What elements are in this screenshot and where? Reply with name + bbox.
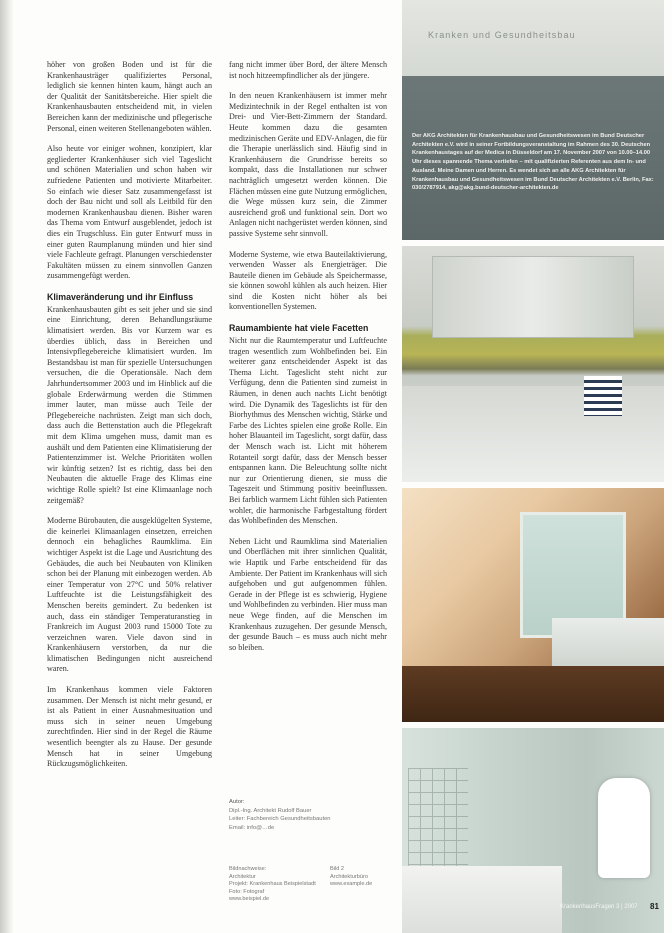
bathrobe — [598, 778, 650, 878]
bath-with-robe-photo — [402, 728, 664, 933]
striped-towel — [584, 376, 622, 416]
page-number: 81 — [650, 902, 659, 911]
footnote-line: Architektur — [229, 873, 256, 880]
patient-room-photo — [402, 488, 664, 722]
info-box-title: Kranken und Gesundheitsbau — [428, 30, 576, 40]
footnote-line: Architekturbüro — [330, 873, 368, 880]
page-gutter-shadow — [0, 0, 14, 933]
body-paragraph: Moderne Bürobauten, die ausgeklügelten Systeme, die keinerlei Klimaanlagen einsetzen, erreichen dennoch ein behagliches Raumklima. Ein wichtiger Aspekt ist die Lage und Ausrichtung des Gebäudes, die auch bei Neubauten von Kliniken schon bei der Planung mit einbezogen werden. Ab einer Temperatur von 27°C und 50% relativer Luftfeuchte ist die Leistungsfähigkeit des Menschen bereits gemindert. Zu bedenken ist auch, dass ein ständiger Temperaturanstieg in Frankreich im August 2003 rund 15000 Tote zu verzeichnen waren. Viele davon sind in Krankenhäusern verstorben, da nur die klimatischen Bedingungen nicht ausreichend waren. — [47, 516, 212, 674]
bathroom-photo — [402, 246, 664, 482]
mirror — [432, 256, 634, 338]
footnote-line: Bildnachweise: — [229, 866, 267, 872]
info-box-header — [402, 0, 664, 76]
body-paragraph: höher von großen Boden und ist für die Krankenhausträger qualifiziertes Personal, lediglich sie kennen hinten kaum, hängt auch an der Qualität der Sanitätsbereiche. Hier spielt die Krankenhausbauten entscheidend mit, in vielen Bereichen kann der medizinische und pflegerische Personal, einen weiteren Stellenangeboten wählen. — [47, 60, 212, 133]
body-paragraph: Krankenhausbauten gibt es seit jeher und sie sind eine Einrichtung, deren Behandlungsräume klimatisiert werden. Bis vor Kurzem war es überdies üblich, dass in Bereichen und Intensivpflegebereiche klimatisiert wurden. Im Bestandsbau ist man für spezielle Untersuchungen versuchen, die die Operationsäle. Nach dem Jahrhundertsommer 2003 und im Hinblick auf die globale Erderwärmung werden die Stimmen immer lauter, man müsse auch Teile der Pflegebereiche nachrüsten. Zeigt man sich doch, dass auch die Bettenstation auch die Pflegekraft mit dem Klima umgehen muss, damit man es aushält und dem Patienten eine Klimatisierung der Patientenzimmer ist. Welche Prioritäten wollen wir künftig setzen? Ist es richtig, dass bei den Neubauten die aktuelle Frage des Klimas eine wichtige Rolle spielt? Ist eine Klimaanlage noch zeitgemäß? — [47, 304, 212, 505]
image-credits-right — [330, 866, 390, 889]
footnote-line: Projekt: Krankenhaus Beispielstadt — [229, 881, 316, 888]
magazine-folio: KrankenhausFragen 3 | 2007 — [560, 904, 638, 910]
credit-line: Dipl.-Ing. Architekt Rudolf Bauer — [229, 807, 312, 814]
body-paragraph: In den neuen Krankenhäusern ist immer mehr Medizintechnik in der Regel enthalten ist von Drei- und Vier-Bett-Zimmern der Standard. Heute kommen dazu die gesamten medizinischen Geräte und EDV-Anlagen, die für die Therapie unerlässlich sind. Häufig sind in Krankenhäusern die Grundrisse bereits so kompakt, dass die Installationen nur schwer nachträglich umgesetzt werden können. Die Flächen müssen eine gute Nutzung ermöglichen, die Wege müssen kurz sein, die Zimmer ausreichend groß und funktional sein. Dort wo Anlagen nicht nachgerüstet werden können, sind passive Systeme sehr sinnvoll. — [229, 91, 387, 238]
info-box-text: Der AKG Architekten für Krankenhausbau und Gesundheitswesen im Bund Deutscher Architekten e.V. wird in seiner Fortbildungsveranstaltung im Rahmen des 30. Deutschen Krankenhaustages auf der Medica in Düsseldorf am 17. November 2007 von 10.00–14.00 Uhr dieses spannende Thema vertiefen – mit qualifizierten Referenten aus dem In- und Ausland. Meine Damen und Herren. Es wendet sich an alle AKG Architekten für Krankenhausbau und Gesundheitswesen im Bund Deutscher Architekten e.V. Berlin, Fax: 030/2787914, akg@akg.bund-deutscher-architekten.de — [412, 133, 654, 192]
section-heading-raumambiente: Raumambiente hat viele Facetten — [229, 323, 369, 334]
body-paragraph: Moderne Systeme, wie etwa Bauteilaktivierung, verwenden Wasser als Energieträger. Die Bauteile dienen im Gebäude als Speichermasse, sie können sowohl kühlen als auch heizen. Hier sind die Kosten nicht höher als bei konventionellen Systemen. — [229, 249, 387, 312]
bathtub — [402, 866, 562, 933]
hospital-bed — [552, 618, 664, 668]
footnote-line: Bild 2 — [330, 866, 344, 872]
left-text-column — [47, 60, 212, 780]
tile-wall — [408, 768, 468, 868]
vanity-cabinet — [402, 386, 664, 482]
footnote-line: www.beispiel.de — [229, 896, 270, 903]
footnote-line: Foto: Fotograf — [229, 888, 265, 895]
section-heading-klima: Klimaveränderung und ihr Einfluss — [47, 291, 194, 302]
event-info-box — [402, 0, 664, 240]
middle-text-column — [229, 60, 387, 663]
image-credits-left — [229, 866, 329, 904]
credit-email: Email: info@…de — [229, 824, 275, 831]
wood-floor — [402, 666, 664, 722]
credit-line: Autor: — [229, 799, 245, 805]
author-credits — [229, 798, 387, 832]
body-paragraph: Nicht nur die Raumtemperatur und Luftfeuchte tragen wesentlich zum Wohlbefinden bei. Ein weiterer ganz entscheidender Aspekt ist das Thema Licht. Tageslicht steht nicht zur Verfügung, denn die Patienten sind zumeist in Räumen, in denen auch nachts Licht benötigt wird. Die Dynamik des Tageslichts ist für den Biorhythmus des Menschen wichtig, Stärke und Farbe des Lichtes spielen eine große Rolle. Ein hoher Blauanteil im Tageslicht, sorgt dafür, dass der Mensch wach ist. Licht mit höherem Rotanteil sorgt dafür, dass der Mensch besser entspannen kann. Die Beleuchtung sollte nicht nur zur Orientierung dienen, sie muss die Tageszeit und Stimmung positiv beeinflussen. Bei farblich warmem Licht fühlen sich Patienten wohler, die harmonische Farbgestaltung fördert das Wohlbefinden des Menschen. — [229, 336, 387, 526]
body-paragraph: Also heute vor einiger wohnen, konzipiert, klar gegliederter Krankenhäuser sich viel Tageslicht und schönen Materialien und schon haben wir zufriedene Patienten und motivierte Mitarbeiter. So einfach wie dieser Satz zusammengefasst ist doch der Bau nicht und soll als Leitbild für den modernen Krankenhausbau dienen. Bisher waren das Thema vom Entwurf ausgeblendet, jedoch ist dies ein Trugschluss. Ein guter Entwurf muss in einer guten Raumplanung münden und hier sind viele Fachleute gefragt. Planungen verschiedenster Fakultäten müssen zu einem sinnvollen Ganzen zusammengefügt werden. — [47, 144, 212, 281]
body-paragraph: Im Krankenhaus kommen viele Faktoren zusammen. Der Mensch ist nicht mehr gesund, er ist als Patient in einer Ausnahmesituation und muss sich in seiner neuen Umgebung zurechtfinden. Hier sind in der Regel die Räume wesentlich beengter als zu Hause. Der gesunde Mensch hat in seiner Umgebung Rückzugsmöglichkeiten. — [47, 685, 212, 769]
credit-line: Leiter: Fachbereich Gesundheitsbauten — [229, 816, 331, 823]
body-paragraph: fang nicht immer über Bord, der ältere Mensch ist noch hitzeempfindlicher als der jüngere. — [229, 60, 387, 80]
info-box-body — [402, 76, 664, 240]
body-paragraph: Neben Licht und Raumklima sind Materialien und Oberflächen mit ihrer sinnlichen Qualität, wie Haptik und Farbe entscheidend für das Ambiente. Der Patient im Krankenhaus will sich aufgehoben und gut aufgenommen fühlen. Gerade in der Pflege ist es schwierig, Hygiene und Wohlbefinden zu verbinden. Hier muss man neue Wege finden, auf die Menschen im Krankenhaus zuzugehen. Der gesunde Mensch, der gesunde Bauch – es muss auch nicht mehr so bleiben. — [229, 536, 387, 652]
footnote-line: www.example.de — [330, 881, 373, 888]
